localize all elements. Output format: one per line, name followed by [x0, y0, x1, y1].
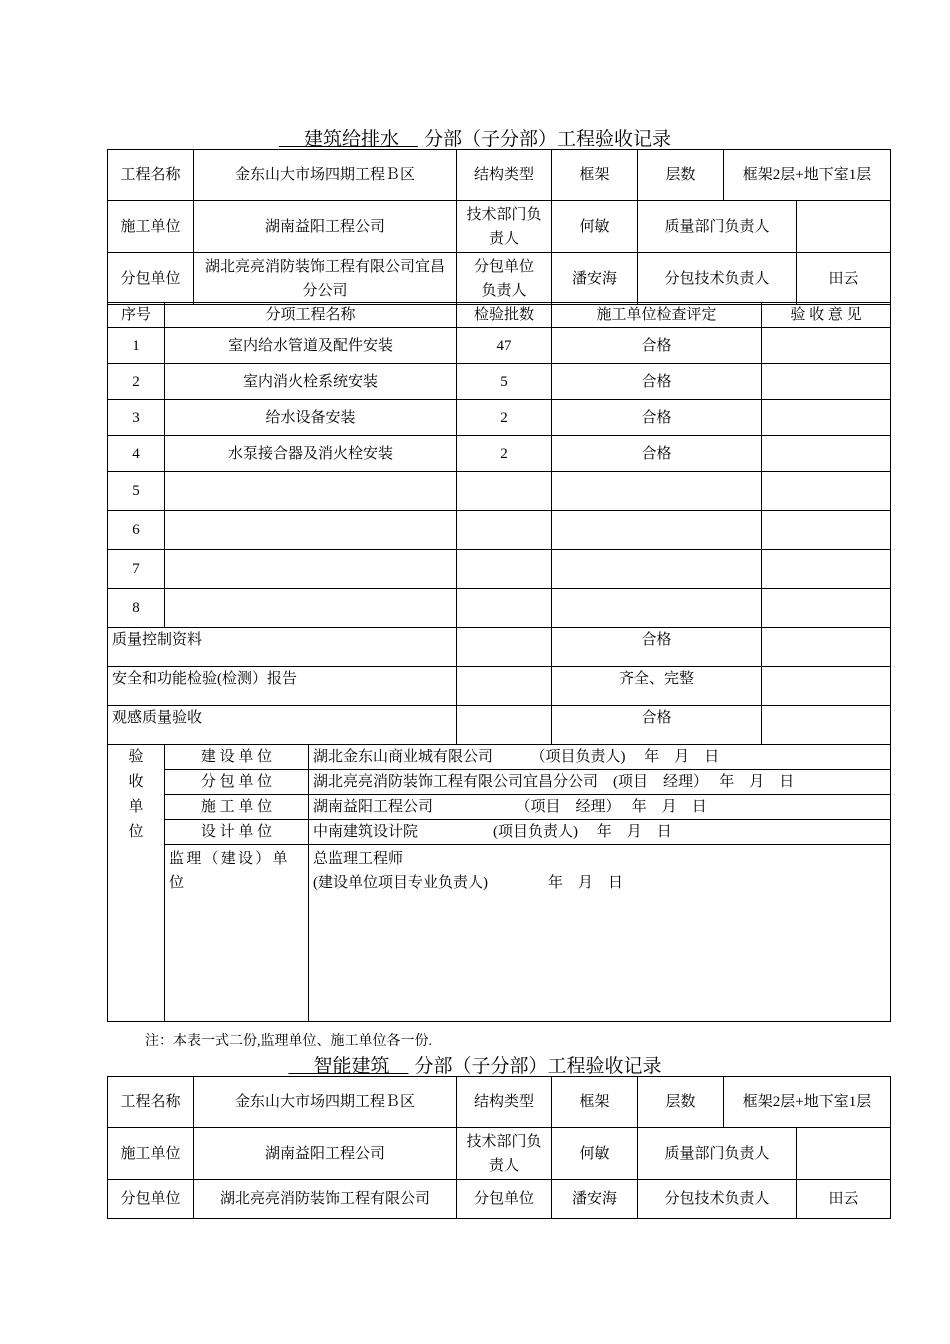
- form2-title: 智能建筑 分部（子分部）工程验收记录: [0, 1051, 950, 1078]
- row-no: 7: [108, 550, 165, 589]
- col-batches: 检验批数: [457, 303, 552, 328]
- form-note: 注：本表一式二份,监理单位、施工单位各一份.: [145, 1034, 432, 1049]
- sub-label: 分包单位: [108, 253, 194, 305]
- table-row: [108, 472, 891, 511]
- floors-value: 框架2层+地下室1层: [724, 150, 891, 201]
- unit-role: 设 计 单 位: [165, 820, 309, 845]
- row-item: [165, 589, 457, 628]
- table-row: [108, 328, 891, 364]
- supervisor-role: 监理（建设）单位: [165, 845, 309, 1022]
- row-batches: 47: [457, 328, 552, 364]
- row-no: 1: [108, 328, 165, 364]
- quality-head-value: [797, 201, 890, 252]
- extra-eval: 合格: [552, 628, 762, 667]
- extra-opinion: [762, 706, 891, 745]
- row-item: 水泵接合器及消火栓安装: [165, 436, 457, 472]
- tech-head-label: 技术部门负责人: [457, 201, 552, 253]
- row-batches: [457, 511, 552, 550]
- table-row: [108, 628, 891, 667]
- row-no: 2: [108, 364, 165, 400]
- sub-tech-label: 分包技术负责人: [638, 1180, 797, 1218]
- quality-head-cell: [638, 201, 891, 253]
- extra-label: 质量控制资料: [108, 628, 457, 667]
- contractor-value: 湖南益阳工程公司: [194, 1128, 457, 1180]
- structure-value: 框架: [552, 150, 638, 201]
- tech-head-value: 何敏: [552, 1128, 638, 1180]
- row-item: 给水设备安装: [165, 400, 457, 436]
- row-batches: 2: [457, 436, 552, 472]
- table-row: [108, 400, 891, 436]
- row-opinion: [762, 436, 891, 472]
- form1-acceptance-table: [107, 744, 891, 1022]
- row-batches: 5: [457, 364, 552, 400]
- sub-tech-cell: [638, 253, 891, 305]
- quality-head-value: [797, 1128, 890, 1179]
- row-eval: 合格: [552, 400, 762, 436]
- accept-unit-label: 验 收 单 位: [108, 745, 165, 1022]
- tech-head-label: 技术部门负责人: [457, 1128, 552, 1180]
- col-eval: 施工单位检查评定: [552, 303, 762, 328]
- contractor-label: 施工单位: [108, 201, 194, 253]
- sub-value: 湖北亮亮消防装饰工程有限公司宜昌分公司: [194, 253, 457, 305]
- contractor-value: 湖南益阳工程公司: [194, 201, 457, 253]
- project-name-label: 工程名称: [108, 1077, 194, 1128]
- row-eval: 合格: [552, 436, 762, 472]
- extra-eval: 合格: [552, 706, 762, 745]
- sub-tech-value: 田云: [828, 270, 859, 287]
- table-row: [108, 364, 891, 400]
- structure-label: 结构类型: [457, 150, 552, 201]
- supervisor-line1: 总监理工程师: [313, 851, 404, 867]
- table-row: [108, 706, 891, 745]
- sub-head-value: 潘安海: [552, 1180, 638, 1219]
- sub-head-label: 分包单位: [473, 258, 534, 275]
- row-no: 8: [108, 589, 165, 628]
- extra-opinion: [762, 628, 891, 667]
- col-opinion: 验 收 意 见: [762, 303, 891, 328]
- form2-header-table: [107, 1076, 891, 1219]
- sub-label: 分包单位: [108, 1180, 194, 1219]
- sub-tech-label: 分包技术负责人: [638, 253, 797, 304]
- sub-head-value: 潘安海: [552, 253, 638, 305]
- extra-label: 安全和功能检验(检测）报告: [108, 667, 457, 706]
- row-no: 6: [108, 511, 165, 550]
- supervisor-line2: (建设单位项目专业负责人) 年 月 日: [313, 875, 623, 891]
- row-no: 3: [108, 400, 165, 436]
- col-item: 分项工程名称: [165, 303, 457, 328]
- row-opinion: [762, 328, 891, 364]
- extra-label: 观感质量验收: [108, 706, 457, 745]
- row-batches: [457, 589, 552, 628]
- row-eval: 合格: [552, 364, 762, 400]
- row-eval: [552, 511, 762, 550]
- tech-head-value: 何敏: [552, 201, 638, 253]
- extra-eval: 齐全、完整: [552, 667, 762, 706]
- table-row: [108, 667, 891, 706]
- row-item: [165, 472, 457, 511]
- row-eval: [552, 472, 762, 511]
- row-opinion: [762, 589, 891, 628]
- table-row: [108, 550, 891, 589]
- unit-sign-line: 湖北亮亮消防装饰工程有限公司宜昌分公司 (项目 经理） 年 月 日: [309, 770, 891, 795]
- project-name-value: 金东山大市场四期工程Ｂ区: [194, 150, 457, 201]
- sub-head-label-suffix: 负责人: [481, 282, 527, 299]
- row-opinion: [762, 511, 891, 550]
- row-batches: [457, 472, 552, 511]
- table-row: [108, 589, 891, 628]
- unit-sign-line: 湖南益阳工程公司 （项目 经理） 年 月 日: [309, 795, 891, 820]
- extra-blank: [457, 628, 552, 667]
- contractor-label: 施工单位: [108, 1128, 194, 1180]
- row-opinion: [762, 364, 891, 400]
- sub-value: 湖北亮亮消防装饰工程有限公司: [194, 1180, 457, 1219]
- row-opinion: [762, 400, 891, 436]
- row-opinion: [762, 472, 891, 511]
- row-eval: [552, 589, 762, 628]
- row-batches: [457, 550, 552, 589]
- quality-head-cell: [638, 1128, 891, 1180]
- floors-label: 层数: [638, 1077, 724, 1128]
- unit-sign-line: 中南建筑设计院 (项目负责人) 年 月 日: [309, 820, 891, 845]
- form2-title-unit: 智能建筑: [313, 1055, 390, 1077]
- row-batches: 2: [457, 400, 552, 436]
- supervisor-sign: [309, 845, 891, 1022]
- floors-value: 框架2层+地下室1层: [724, 1077, 891, 1128]
- row-item: [165, 511, 457, 550]
- form1-title-unit: 建筑给排水: [303, 128, 399, 150]
- unit-role: 建 设 单 位: [165, 745, 309, 770]
- project-name-label: 工程名称: [108, 150, 194, 201]
- sub-head-label: 分包单位: [457, 1180, 552, 1219]
- row-eval: 合格: [552, 328, 762, 364]
- col-no: 序号: [108, 303, 165, 328]
- row-opinion: [762, 550, 891, 589]
- floors-label: 层数: [638, 150, 724, 201]
- unit-role: 分 包 单 位: [165, 770, 309, 795]
- sub-tech-value: 田云: [828, 1191, 859, 1207]
- row-item: 室内给水管道及配件安装: [165, 328, 457, 364]
- row-no: 5: [108, 472, 165, 511]
- form1-items-table: [107, 302, 891, 745]
- sub-tech-cell: [638, 1180, 891, 1219]
- extra-opinion: [762, 667, 891, 706]
- row-eval: [552, 550, 762, 589]
- quality-head-label: 质量部门负责人: [638, 201, 797, 252]
- unit-sign-line: 湖北金东山商业城有限公司 （项目负责人) 年 月 日: [309, 745, 891, 770]
- row-item: [165, 550, 457, 589]
- sub-head-label-cell: [457, 253, 552, 305]
- extra-blank: [457, 706, 552, 745]
- table-row: [108, 511, 891, 550]
- row-item: 室内消火栓系统安装: [165, 364, 457, 400]
- form1-header-table: [107, 149, 891, 305]
- table-row: [108, 436, 891, 472]
- quality-head-label: 质量部门负责人: [638, 1128, 797, 1179]
- form1-title: 建筑给排水 分部（子分部）工程验收记录: [0, 124, 950, 151]
- structure-label: 结构类型: [457, 1077, 552, 1128]
- structure-value: 框架: [552, 1077, 638, 1128]
- extra-blank: [457, 667, 552, 706]
- unit-role: 施 工 单 位: [165, 795, 309, 820]
- row-no: 4: [108, 436, 165, 472]
- project-name-value: 金东山大市场四期工程Ｂ区: [194, 1077, 457, 1128]
